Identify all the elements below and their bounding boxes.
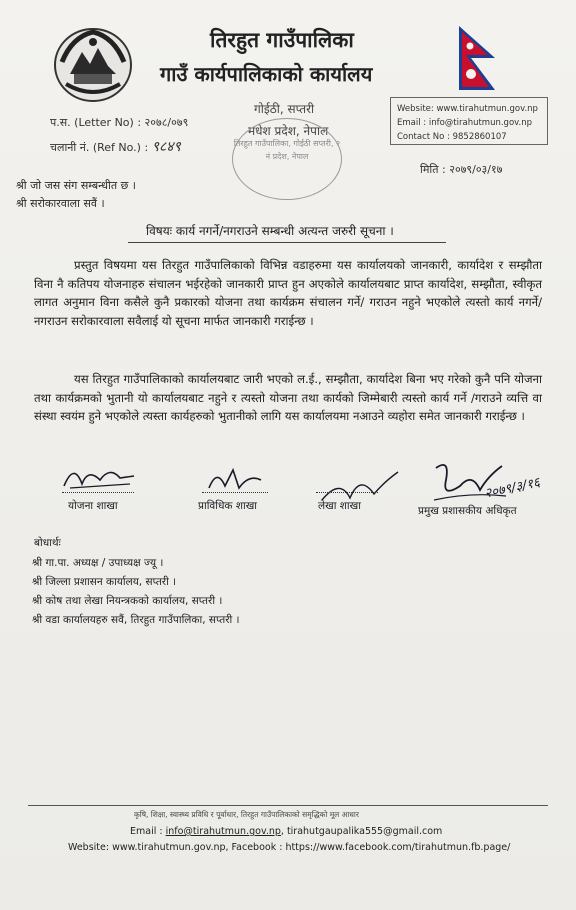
ref-no xyxy=(50,137,181,156)
footer-divider xyxy=(28,805,548,806)
ref-no-value: ९८४९ xyxy=(151,139,181,155)
accounts-signature-line xyxy=(316,492,378,493)
subject-underline xyxy=(128,242,446,243)
contact-website: Website: www.tirahutmun.gov.np xyxy=(397,104,538,114)
office-name: तिरहुत गाउँपालिका xyxy=(210,28,354,52)
footer-website: Website: www.tirahutmun.gov.np, Facebook : https://www.facebook.com/tirahutmun.fb.page/ xyxy=(68,842,511,853)
letter-no-value: २०७८/०७९ xyxy=(144,116,189,129)
cc-item: श्री जिल्ला प्रशासन कार्यालय, सप्तरी । xyxy=(32,576,177,588)
footer-tagline: कृषि, शिक्षा, स्वास्थ्य प्रविधि र पूर्वाधार, तिरहुत गाउँपालिकाको समृद्धिको मूल आधार xyxy=(134,810,359,819)
contact-phone: Contact No : 9852860107 xyxy=(397,132,507,142)
location-stamp-line1: गोईठी, सप्तरी xyxy=(254,102,315,116)
footer-email-secondary: , tirahutgaupalika555@gmail.com xyxy=(280,826,443,837)
ref-no-label: चलानी नं. (Ref No.) : xyxy=(50,141,149,154)
planning-section-label: योजना शाखा xyxy=(68,500,118,512)
handwritten-date: २०७९/३/१६ xyxy=(483,475,542,502)
footer-email-prefix: Email : xyxy=(130,826,166,837)
cc-heading: बोधार्थः xyxy=(34,537,61,549)
date-label: मिति : xyxy=(420,163,446,176)
round-office-stamp: तिरहुत गाउँपालिका, गोईठी सप्तरी, २ नं प्रदेश, नेपाल xyxy=(232,118,342,200)
technical-signature-line xyxy=(202,492,268,493)
location-stamp-line2: मधेश प्रदेश, नेपाल xyxy=(248,124,329,138)
addressee-line-1: श्री जो जस संग सम्बन्धीत छ । xyxy=(16,179,136,192)
planning-signature-line xyxy=(62,492,134,493)
addressee-line-2: श्री सरोकारवाला सवैं । xyxy=(16,197,105,210)
contact-email: Email : info@tirahutmun.gov.np xyxy=(397,118,533,128)
cc-item: श्री कोष तथा लेखा नियन्त्रकको कार्यालय, सप्तरी । xyxy=(32,595,223,607)
cao-label: प्रमुख प्रशासकीय अधिकृत xyxy=(418,505,517,517)
body-paragraph-1: प्रस्तुत विषयमा यस तिरहुत गाउँपालिकाको विभिन्न वडाहरुमा यस कार्यालयको जानकारी, कार्यादेश र सम्झौता विना नै कतिपय योजनाहरु संचालन भईरहेको जानकारी प्राप्त हुन अएकोले कार्यालयबाट प्राप्त कार्यादेश, सम्झौता, स्वीकृत लागत अनुमान विना कसैले कुनै प्रकारको योजना तथा कार्यक्रम संचालन गर्ने/ गराउन नहुने भएकोले त्यस्तो कार्य नगर्ने/ नगराउन सरोकारवाला सवैलाई यो सूचना मार्फत जानकारी गराईन्छ । xyxy=(34,258,542,328)
municipality-emblem-icon xyxy=(52,22,134,104)
technical-section-label: प्राविधिक शाखा xyxy=(198,500,257,512)
contact-box xyxy=(390,97,548,145)
office-subtitle: गाउँ कार्यपालिकाको कार्यालय xyxy=(160,62,373,86)
letter-no-label: प.स. (Letter No) : xyxy=(50,116,142,129)
cc-item: श्री वडा कार्यालयहरु सवैं, तिरहुत गाउँपालिका, सप्तरी । xyxy=(32,614,240,626)
technical-signature-icon xyxy=(205,462,265,496)
letter-no xyxy=(50,115,188,130)
date-value: २०७९/०३/१७ xyxy=(449,163,503,176)
nepal-flag-icon xyxy=(457,24,499,94)
subject-line: विषयः कार्य नगर्ने/नगराउने सम्बन्धी अत्यन्त जरुरी सूचना । xyxy=(146,224,394,238)
accounts-section-label: लेखा शाखा xyxy=(318,500,361,512)
body-paragraph-2: यस तिरहुत गाउँपालिकाको कार्यालयबाट जारी भएको ल.ई., सम्झौता, कार्यादेश बिना भए गरेको कुनै पनि योजना तथा कार्यक्रमको भुतानी यो कार्यालयबाट नहुने र त्यस्तो योजना तथा कार्यको जिम्मेबारी त्यस्तो कार्य गर्ने /गराउने व्यत्ति वा संस्था स्वयंम हुने भएकोले त्यस्ता कार्यहरुको भुतानीको लागि यस कार्यालयमा नआउने व्यहोरा समेत जानकारी गराईन्छ । xyxy=(34,372,542,423)
cc-item: श्री गा.पा. अध्यक्ष / उपाध्यक्ष ज्यू । xyxy=(32,557,164,569)
planning-signature-icon xyxy=(60,458,140,494)
letter-date xyxy=(420,162,502,177)
footer-email xyxy=(130,826,442,837)
footer-email-link[interactable]: info@tirahutmun.gov.np xyxy=(165,826,281,837)
